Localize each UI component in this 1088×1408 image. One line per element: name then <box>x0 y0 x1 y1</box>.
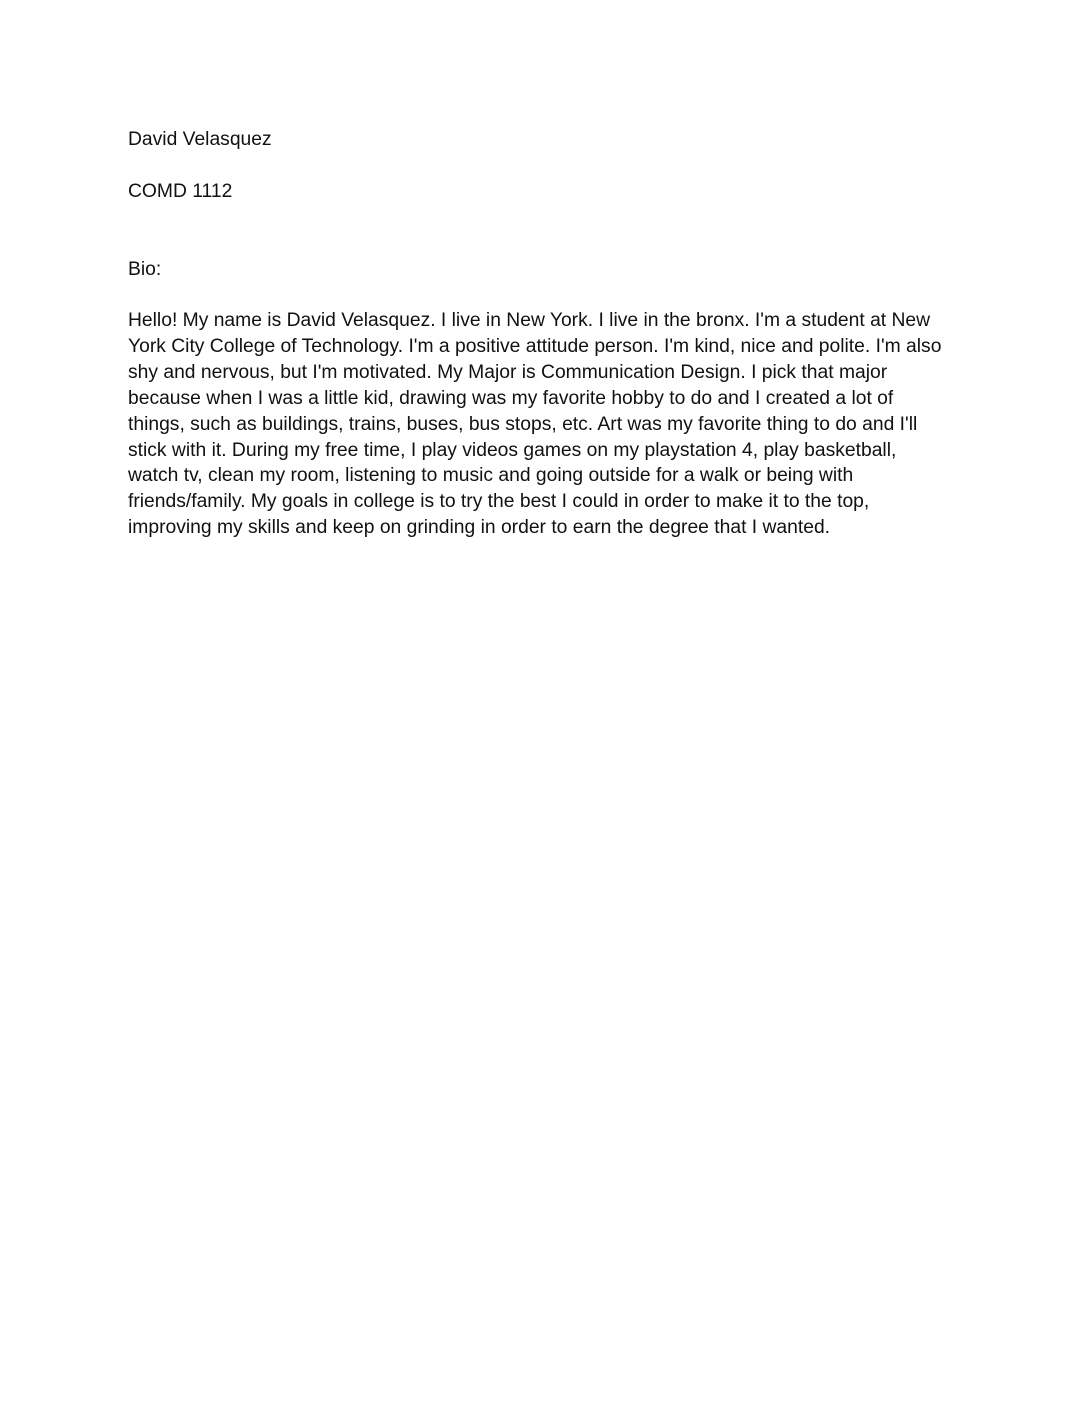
bio-line: York City College of Technology. I'm a positive attitude person. I'm kind, nice and polite. I'm also <box>128 335 942 357</box>
bio-line: friends/family. My goals in college is to try the best I could in order to make it to the top, <box>128 491 870 513</box>
bio-heading: Bio: <box>128 259 162 280</box>
bio-line: because when I was a little kid, drawing was my favorite hobby to do and I created a lot of <box>128 387 894 409</box>
course-code: COMD 1112 <box>128 181 233 202</box>
bio-paragraph <box>128 308 968 541</box>
bio-line: stick with it. During my free time, I play videos games on my playstation 4, play basketball, <box>128 439 897 461</box>
author-name: David Velasquez <box>128 129 272 150</box>
bio-line: things, such as buildings, trains, buses, bus stops, etc. Art was my favorite thing to do and I'll <box>128 413 918 435</box>
bio-line: shy and nervous, but I'm motivated. My Major is Communication Design. I pick that major <box>128 361 888 383</box>
bio-line: improving my skills and keep on grinding in order to earn the degree that I wanted. <box>128 517 831 539</box>
bio-line: watch tv, clean my room, listening to music and going outside for a walk or being with <box>128 465 854 487</box>
bio-line: Hello! My name is David Velasquez. I live in New York. I live in the bronx. I'm a student at New <box>128 310 931 331</box>
